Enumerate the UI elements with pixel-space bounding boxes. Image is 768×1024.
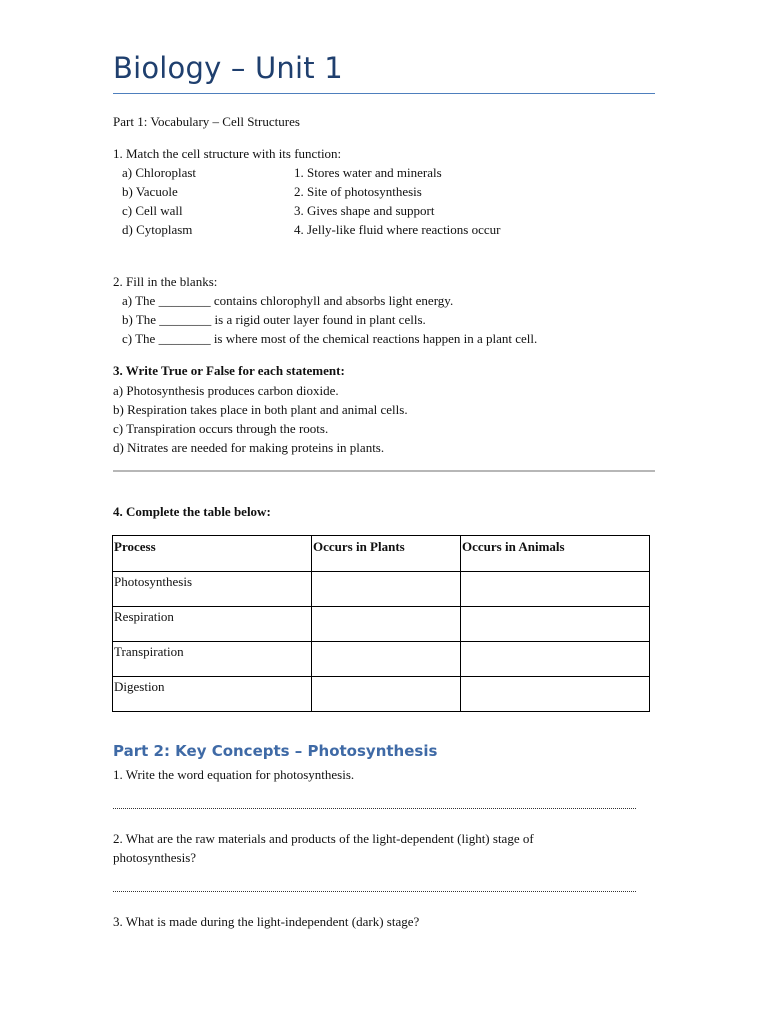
fill-blank-item: b) The ________ is a rigid outer layer found in plant cells. — [122, 312, 426, 327]
plants-answer-cell[interactable] — [312, 677, 461, 712]
function-item: 3. Gives shape and support — [294, 203, 435, 218]
true-false-item: a) Photosynthesis produces carbon dioxide. — [113, 383, 339, 398]
true-false-item: c) Transpiration occurs through the roots. — [113, 421, 329, 436]
structure-item: c) Cell wall — [122, 203, 183, 218]
part1-heading: Part 1: Vocabulary – Cell Structures — [113, 114, 300, 129]
column-header-animals: Occurs in Animals — [461, 536, 650, 572]
true-false-item: d) Nitrates are needed for making proteins in plants. — [113, 440, 385, 455]
function-item: 4. Jelly-like fluid where reactions occur — [294, 222, 501, 237]
structure-item: d) Cytoplasm — [122, 222, 193, 237]
q1-prompt: 1. Match the cell structure with its function: — [113, 146, 342, 161]
title-underline — [113, 93, 655, 94]
table-row — [113, 572, 650, 607]
process-cell: Transpiration — [113, 642, 312, 677]
q2-prompt: 2. Fill in the blanks: — [113, 274, 218, 289]
plants-answer-cell[interactable] — [312, 607, 461, 642]
table-row — [113, 607, 650, 642]
structure-item: a) Chloroplast — [122, 165, 197, 180]
table-row — [113, 677, 650, 712]
part2-question: 3. What is made during the light-independent (dark) stage? — [113, 914, 420, 929]
fill-blank-item: c) The ________ is where most of the chemical reactions happen in a plant cell. — [122, 331, 538, 346]
part2-heading: Part 2: Key Concepts – Photosynthesis — [113, 742, 438, 760]
plants-answer-cell[interactable] — [312, 572, 461, 607]
animals-answer-cell[interactable] — [461, 642, 650, 677]
fill-blank-item: a) The ________ contains chlorophyll and absorbs light energy. — [122, 293, 454, 308]
true-false-item: b) Respiration takes place in both plant and animal cells. — [113, 402, 408, 417]
q3-prompt: 3. Write True or False for each statement: — [113, 363, 345, 378]
function-item: 2. Site of photosynthesis — [294, 184, 422, 199]
column-header-plants: Occurs in Plants — [312, 536, 461, 572]
table-row — [113, 642, 650, 677]
animals-answer-cell[interactable] — [461, 607, 650, 642]
page-title: Biology – Unit 1 — [113, 51, 343, 85]
animals-answer-cell[interactable] — [461, 572, 650, 607]
structure-item: b) Vacuole — [122, 184, 178, 199]
part2-question: 1. Write the word equation for photosynthesis. — [113, 767, 355, 782]
animals-answer-cell[interactable] — [461, 677, 650, 712]
section-divider — [113, 470, 655, 472]
column-header-process: Process — [113, 536, 312, 572]
function-item: 1. Stores water and minerals — [294, 165, 442, 180]
process-cell: Respiration — [113, 607, 312, 642]
answer-line[interactable] — [113, 891, 636, 892]
process-table — [112, 535, 650, 712]
q4-prompt: 4. Complete the table below: — [113, 504, 271, 519]
part2-question-continued: photosynthesis? — [113, 850, 197, 865]
process-cell: Photosynthesis — [113, 572, 312, 607]
table-header-row — [113, 536, 650, 572]
process-cell: Digestion — [113, 677, 312, 712]
answer-line[interactable] — [113, 808, 636, 809]
plants-answer-cell[interactable] — [312, 642, 461, 677]
part2-question: 2. What are the raw materials and products of the light-dependent (light) stage of — [113, 831, 534, 846]
